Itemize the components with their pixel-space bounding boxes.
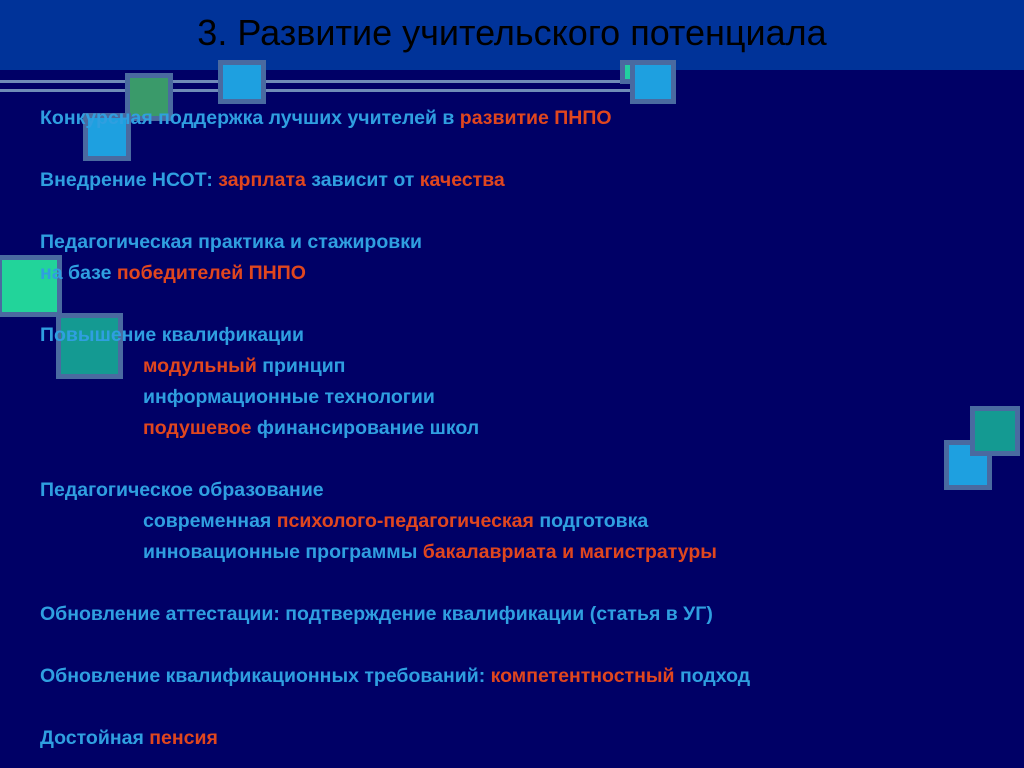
highlight-run: зарплата (218, 169, 306, 191)
highlight-run: компетентностный (490, 665, 675, 687)
text-run: на базе (40, 262, 117, 284)
text-line (40, 258, 1020, 289)
highlight-run: подушевое (143, 417, 252, 439)
text-run: подготовка (533, 510, 649, 532)
highlight-run: модульный (143, 355, 257, 377)
text-line (40, 351, 1020, 382)
text-line (40, 413, 1020, 444)
text-line (40, 537, 1020, 568)
highlight-run: психолого-педагогическая (276, 510, 534, 532)
text-line (40, 320, 1020, 351)
slide-title: 3. Развитие учительского потенциала (197, 12, 827, 53)
text-run: Обновление аттестации: подтверждение квалификации (статья в УГ) (40, 603, 713, 625)
text-line (40, 599, 1020, 630)
highlight-run: победителей ПНПО (116, 262, 306, 284)
text-run: подход (674, 665, 751, 687)
text-line (40, 661, 1020, 692)
highlight-run: пенсия (149, 727, 218, 749)
text-run: Внедрение НСОТ: (40, 169, 219, 191)
text-run: Повышение квалификации (40, 324, 305, 346)
highlight-run: развитие ПНПО (459, 107, 612, 129)
text-run: Обновление квалификационных требований: (40, 665, 491, 687)
text-run: Конкурсная поддержка лучших учителей в (40, 107, 460, 129)
text-line (40, 165, 1020, 196)
text-run: зависит от (305, 169, 420, 191)
decor-square (630, 60, 676, 104)
text-run: Педагогическая практика и стажировки (40, 231, 422, 253)
text-line (40, 506, 1020, 537)
text-run: принцип (256, 355, 346, 377)
text-run: Педагогическое образование (40, 479, 324, 501)
text-line (40, 227, 1020, 258)
text-line (40, 475, 1020, 506)
decor-square (218, 60, 266, 104)
text-run: инновационные программы (143, 541, 423, 563)
text-line (40, 103, 1020, 134)
decor-rule-top (0, 80, 660, 83)
slide-body (40, 103, 1020, 754)
decor-rule-bottom (0, 89, 640, 92)
text-line (40, 382, 1020, 413)
highlight-run: качества (419, 169, 505, 191)
text-run: финансирование школ (251, 417, 480, 439)
text-run: Достойная (40, 727, 150, 749)
text-run: информационные технологии (143, 386, 435, 408)
text-run: современная (143, 510, 277, 532)
text-line (40, 723, 1020, 754)
highlight-run: бакалавриата и магистратуры (422, 541, 717, 563)
